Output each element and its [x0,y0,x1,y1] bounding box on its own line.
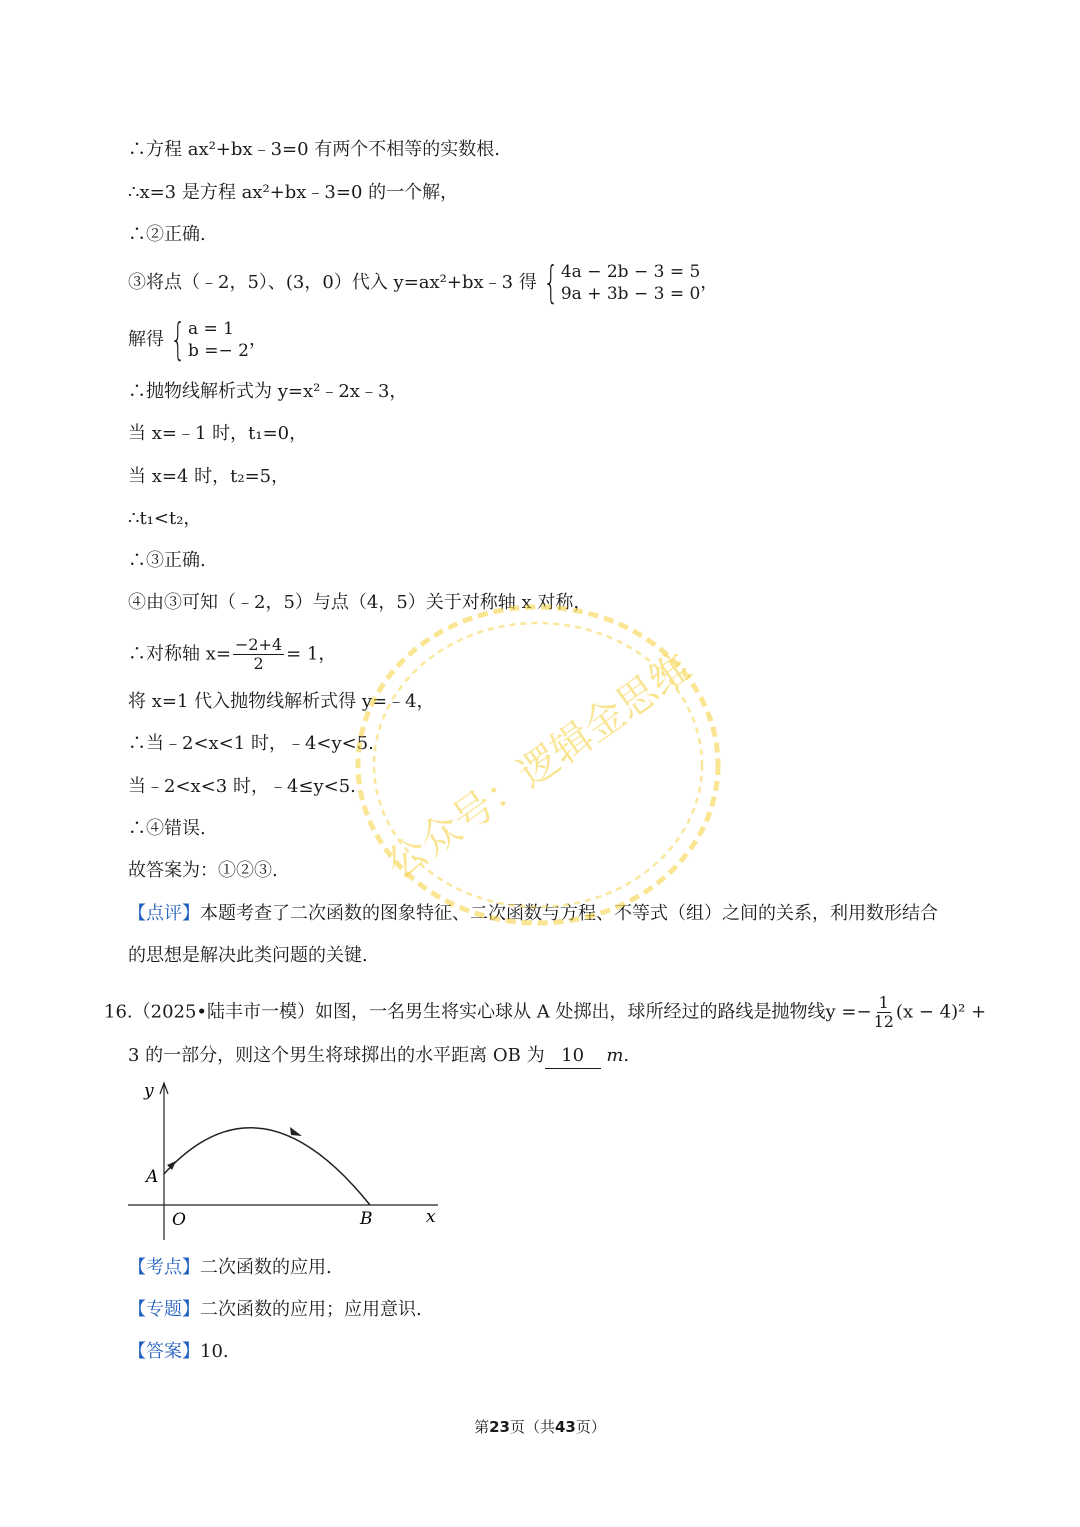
equation-system [537,257,701,308]
text: ∴对称轴 x= [128,643,231,665]
fraction [233,636,284,673]
stamp-outer-ring [358,607,718,923]
solution-result-line [128,314,267,365]
solution-line: ④由③可知（﹣2，5）与点（4，5）关于对称轴 x 对称， [128,592,592,613]
solution-topic-line [128,1298,422,1322]
page-footer [0,1416,1080,1437]
solution-line: 当 x=4 时，t₂=5， [128,466,290,487]
trajectory-curve [164,1128,370,1205]
text: ， [249,329,267,350]
footer-text: 页） [575,1418,606,1436]
comment-text: 本题考查了二次函数的图象特征、二次函数与方程、不等式（组）之间的关系，利用数形结合 [200,903,938,924]
x-axis-label: x [426,1207,436,1227]
solution-line: 故答案为：①②③. [128,860,278,881]
point-tag: 【考点】 [128,1257,200,1278]
text: ③将点（﹣2，5）、(3，0）代入 y=ax²+bx﹣3 得 [128,272,537,293]
solution-line: ∴t₁<t₂， [128,508,202,529]
equation-system-line [128,257,719,308]
fraction [874,994,894,1031]
axis-fraction-line [128,636,336,673]
answer-tag: 【答案】 [128,1341,200,1362]
text: = 1， [286,643,337,665]
text: ， [700,272,719,293]
trajectory-figure [120,1078,450,1248]
answer-text: 10. [200,1341,229,1362]
equation-text: (x − 4)² + [895,1001,987,1023]
solution-line: 当﹣2<x<3 时，﹣4≤y<5. [128,776,356,797]
equation: 4a − 2b − 3 = 5 [560,262,701,282]
text: 解得 [128,329,164,350]
total-pages: 43 [555,1418,576,1436]
numerator: −2+4 [234,635,283,654]
numerator: 1 [878,993,889,1012]
point-b-label: B [360,1209,373,1229]
brace-glyph: { [543,257,559,308]
equation: a = 1 [188,319,235,339]
comment-line [128,902,938,926]
topic-text: 二次函数的应用；应用意识. [200,1299,422,1320]
watermark-text: 公众号：逻辑金思维 [378,644,700,889]
solution-line: ∴③正确. [128,550,206,571]
solution-line: ∴x=3 是方程 ax²+bx﹣3=0 的一个解， [128,182,459,203]
question-text: 3 的一部分，则这个男生将球掷出的水平距离 OB 为 [128,1045,545,1066]
question-16-line1 [104,994,986,1031]
footer-text: 第 [474,1418,490,1436]
equation: 9a + 3b − 3 = 0 [560,284,701,304]
denominator: 12 [873,1012,894,1031]
footer-text: 页（共 [509,1418,555,1436]
point-a-label: A [146,1167,159,1187]
question-16-line2 [128,1044,629,1069]
comment-line: 的思想是解决此类问题的关键. [128,945,368,966]
solution-line: ∴当﹣2<x<1 时，﹣4<y<5. [128,733,374,754]
point-text: 二次函数的应用. [200,1257,332,1278]
watermark-stamp [348,600,728,930]
equation-text: y =− [825,1001,872,1023]
solution-line: 当 x=﹣1 时，t₁=0， [128,423,308,444]
comment-tag: 【点评】 [128,903,200,924]
denominator: 2 [253,654,264,673]
equation-system [164,314,249,365]
solution-line: 将 x=1 代入抛物线解析式得 y=﹣4， [128,691,435,712]
solution-line: ∴④错误. [128,818,206,839]
origin-label: O [172,1210,186,1230]
solution-line: ∴抛物线解析式为 y=x²﹣2x﹣3， [128,381,408,402]
answer-blank: 10 [545,1044,601,1069]
solution-answer-line [128,1340,229,1364]
page-number: 23 [489,1418,510,1436]
equation: b =− 2 [188,341,249,361]
stamp-inner-ring [374,623,702,907]
solution-line: ∴②正确. [128,224,206,245]
mid-arrow [290,1127,302,1136]
y-axis-label: y [144,1081,154,1101]
solution-point-line [128,1256,332,1280]
topic-tag: 【专题】 [128,1299,200,1320]
brace-glyph: { [170,314,186,365]
question-text: 16.（2025•陆丰市一模）如图，一名男生将实心球从 A 处掷出，球所经过的路线是抛物线 [104,1001,826,1023]
unit-text: m. [606,1045,630,1066]
solution-line: ∴方程 ax²+bx﹣3=0 有两个不相等的实数根. [128,139,501,160]
